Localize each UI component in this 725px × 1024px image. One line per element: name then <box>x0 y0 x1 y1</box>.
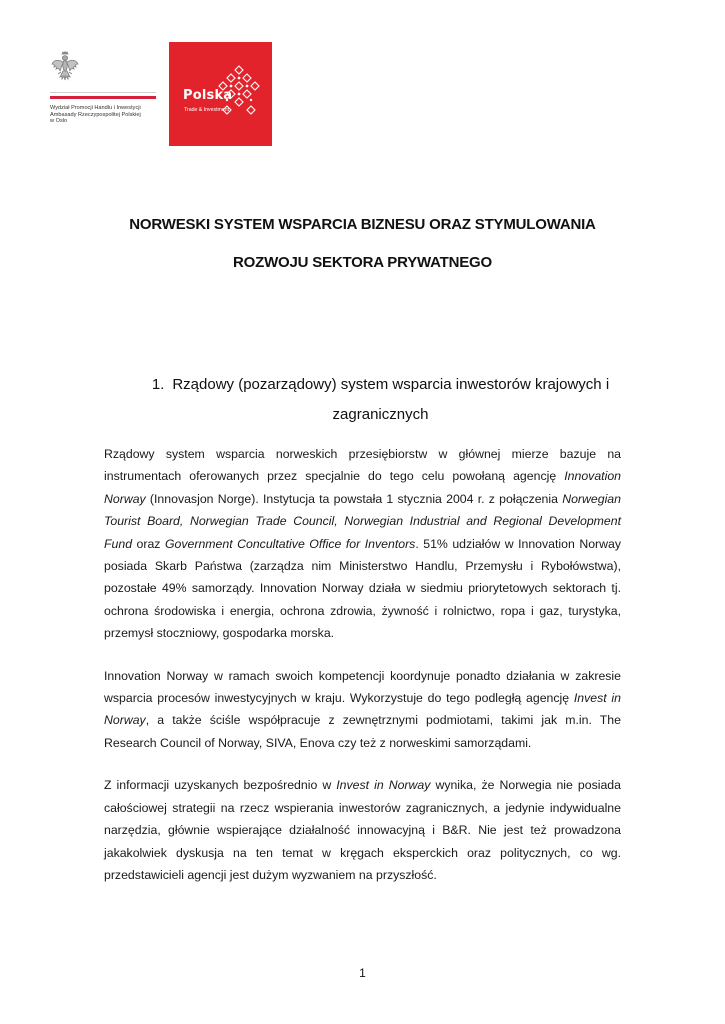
title-line-1: NORWESKI SYSTEM WSPARCIA BIZNESU ORAZ STYMULOWANIA <box>129 216 596 233</box>
embassy-line-1: Wydział Promocji Handlu i Inwestycji <box>50 105 141 111</box>
p3-italic-b: Invest in Norway <box>336 778 431 793</box>
p2-text-c: , a także ściśle współpracuje z zewnętrznymi podmiotami, takimi jak m.in. The Research Council of Norway, SIVA, Enova czy też z norweskimi samorządami. <box>104 713 621 750</box>
embassy-name <box>50 105 156 125</box>
paragraph-1 <box>104 443 621 645</box>
p1-italic-d: Norwegian Tourist Board, Norwegian Trade Council, Norwegian Industrial and Regional Development Fund <box>104 491 621 551</box>
p2-italic-b: Invest in Norway <box>104 691 621 728</box>
section-title-line-1: Rządowy (pozarządowy) system wsparcia inwestorów krajowych i <box>172 376 610 393</box>
embassy-line-3: w Oslo <box>50 118 68 125</box>
polish-flag-stripe <box>50 92 156 99</box>
polish-eagle-icon <box>51 50 79 82</box>
paragraph-3 <box>104 774 621 886</box>
p2-text-a: Innovation Norway w ramach swoich kompetencji koordynuje ponadto działania w zakresie wsparcia procesów inwestycyjnych w kraju. Wykorzystuje do tego podległą agencję <box>104 668 621 706</box>
p1-italic-b: Innovation Norway <box>104 469 621 506</box>
p1-text-e: oraz <box>132 536 165 551</box>
p3-text-a: Z informacji uzyskanych bezpośrednio w <box>104 778 337 793</box>
p3-text-c: wynika, że Norwegia nie posiada całościowej strategii na rzecz wspierania inwestorów zagranicznych, a jedynie indywidualne narzędzia, głównie wspierające działalność innowacyjną i B&R. Nie jest też prowadzona jakakolwiek dyskusja na ten temat w kręgach eksperckich oraz politycznych, co wg. przedstawicieli agencji jest dużym wyzwaniem na przyszłość. <box>104 778 621 882</box>
page-number: 1 <box>359 966 366 980</box>
section-number: 1. <box>151 376 165 393</box>
p1-text-c: (Innovasjon Norge). Instytucja ta powstała 1 stycznia 2004 r. z połączenia <box>145 491 563 506</box>
paragraph-2 <box>104 665 621 755</box>
p1-text-a: Rządowy system wsparcia norweskich przesiębiorstw w głównej mierze bazuje na instrumentach oferowanych przez specjalnie do tego celu powołaną agencję <box>104 447 621 484</box>
document-title <box>60 206 665 282</box>
section-heading <box>128 370 633 430</box>
embassy-logo <box>50 50 156 125</box>
polska-trade-investment-logo <box>169 42 272 146</box>
logo-word: Polska <box>183 88 233 103</box>
title-line-2: ROZWOJU SEKTORA PRYWATNEGO <box>233 254 492 271</box>
section-title-line-2: zagranicznych <box>332 406 429 423</box>
logo-subtitle: Trade & Investment <box>184 107 230 113</box>
embassy-line-2: Ambasady Rzeczypospolitej Polskiej <box>50 111 141 118</box>
p1-italic-f: Government Concultative Office for Inventors <box>164 536 416 551</box>
p1-text-g: . 51% udziałów w Innovation Norway posiada Skarb Państwa (zarządza nim Ministerstwo Handlu, Przemysłu i Rybołówstwa), pozostałe 49% samorządy. Innovation Norway działa w siedmiu priorytetowych sektorach tj. ochrona środowiska i energia, ochrona zdrowia, żywność i rolnictwo, ropa i gaz, turystyka, przemysł stoczniowy, gospodarka morska. <box>104 536 621 641</box>
body-text <box>104 443 621 906</box>
